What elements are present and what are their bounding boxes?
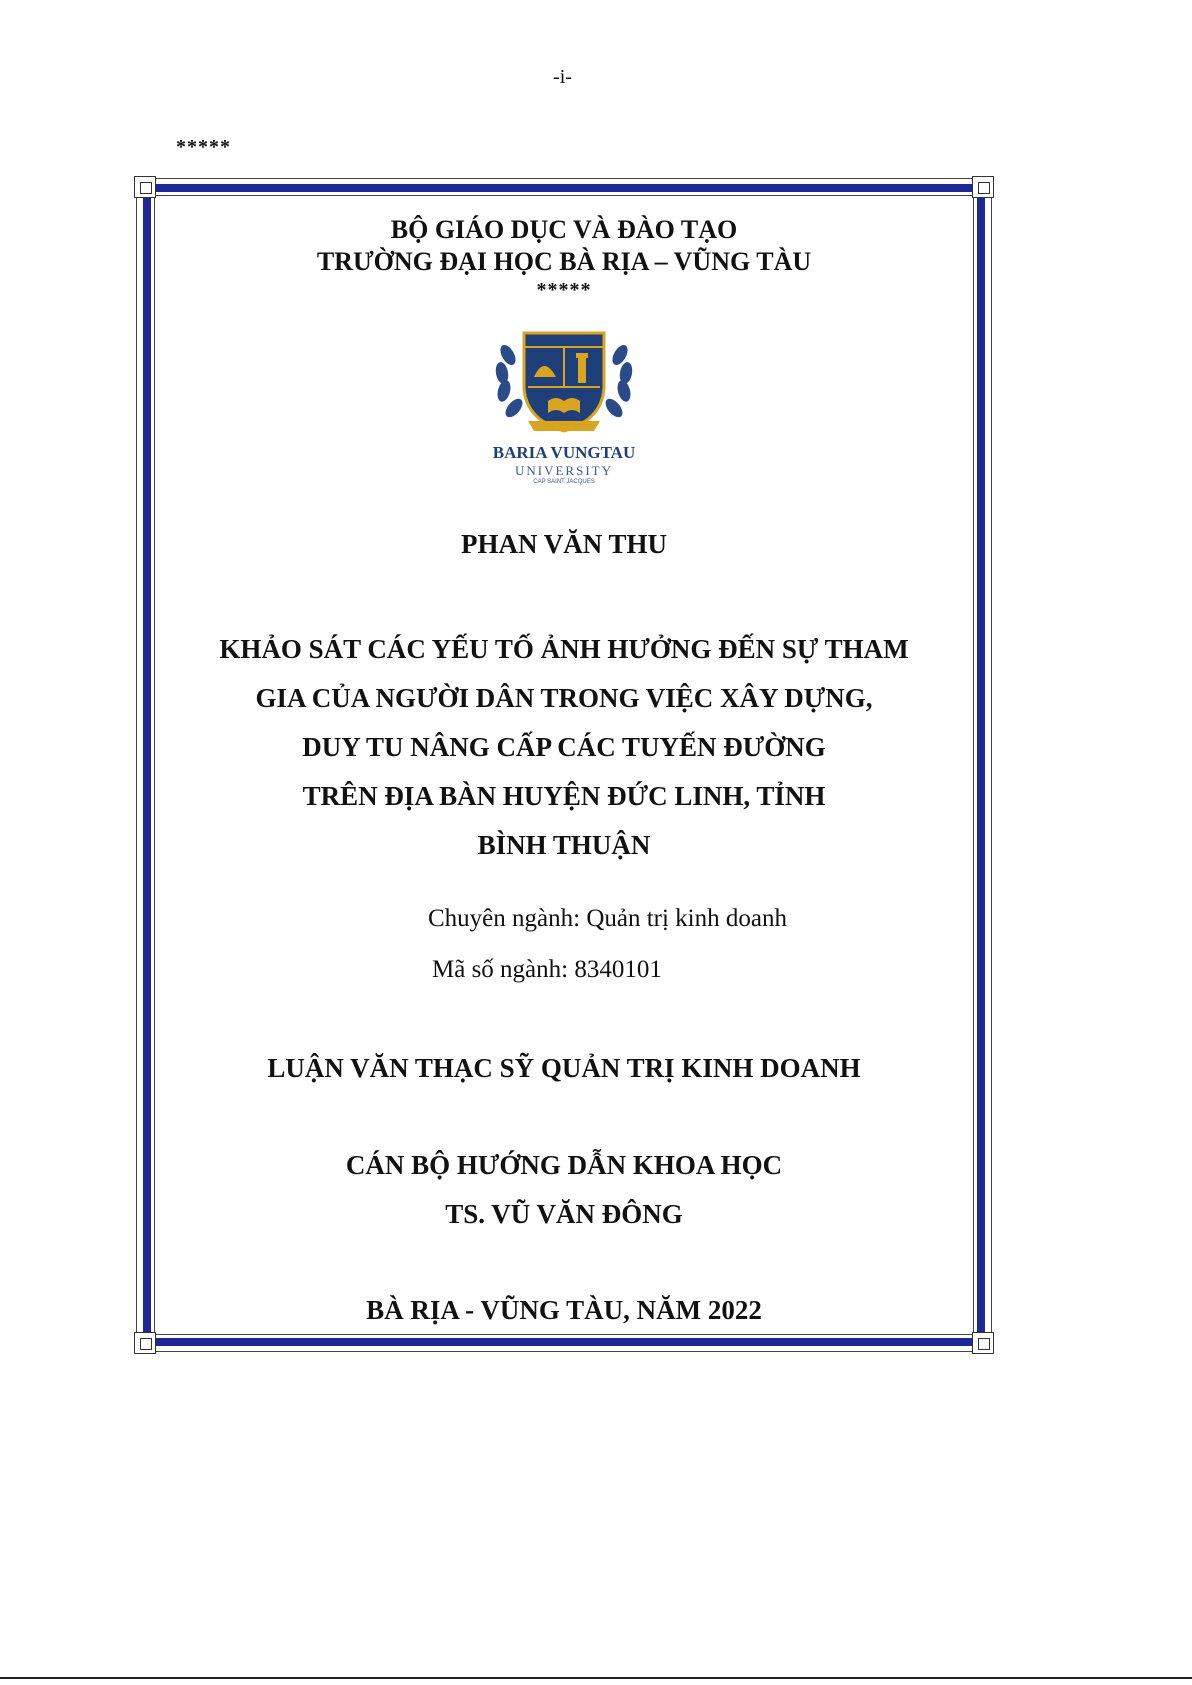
frame-corner-ornament <box>134 176 156 198</box>
thesis-title-line: BÌNH THUẬN <box>477 830 651 860</box>
university-seal-icon <box>478 315 650 441</box>
page-bottom-rule <box>0 1677 1192 1679</box>
logo-name: BARIA VUNGTAU <box>492 443 636 462</box>
logo-subtitle: UNIVERSITY <box>515 463 613 478</box>
frame-corner-ornament <box>134 1332 156 1354</box>
university-logo <box>478 315 650 505</box>
major-code: Mã số ngành: 8340101 <box>432 956 662 983</box>
thesis-title-line: GIA CỦA NGƯỜI DÂN TRONG VIỆC XÂY DỰNG, <box>255 683 873 713</box>
thesis-title-line: KHẢO SÁT CÁC YẾU TỐ ẢNH HƯỞNG ĐẾN SỰ THAM <box>219 634 909 664</box>
cover-page <box>154 195 974 1335</box>
degree-type: LUẬN VĂN THẠC SỸ QUẢN TRỊ KINH DOANH <box>267 1053 861 1083</box>
major-field: Chuyên ngành: Quản trị kinh doanh <box>428 905 787 932</box>
logo-tagline: CAP SAINT JACQUES <box>533 479 595 485</box>
decorative-stars: ***** <box>176 136 231 158</box>
advisor-name: TS. VŨ VĂN ĐÔNG <box>445 1199 683 1229</box>
page-number: -i- <box>553 66 572 88</box>
ministry-heading: BỘ GIÁO DỤC VÀ ĐÀO TẠO <box>390 215 738 244</box>
frame-corner-ornament <box>972 176 994 198</box>
thesis-title <box>184 625 944 870</box>
university-heading: TRƯỜNG ĐẠI HỌC BÀ RỊA – VŨNG TÀU <box>316 247 812 276</box>
thesis-title-line: DUY TU NÂNG CẤP CÁC TUYẾN ĐƯỜNG <box>302 732 826 762</box>
frame-corner-ornament <box>972 1332 994 1354</box>
author-name: PHAN VĂN THU <box>460 529 668 559</box>
place-and-year: BÀ RỊA - VŨNG TÀU, NĂM 2022 <box>366 1295 762 1325</box>
thesis-title-line: TRÊN ĐỊA BÀN HUYỆN ĐỨC LINH, TỈNH <box>302 781 826 811</box>
advisor-label: CÁN BỘ HƯỚNG DẪN KHOA HỌC <box>345 1150 783 1180</box>
decorative-stars: ***** <box>536 279 592 301</box>
